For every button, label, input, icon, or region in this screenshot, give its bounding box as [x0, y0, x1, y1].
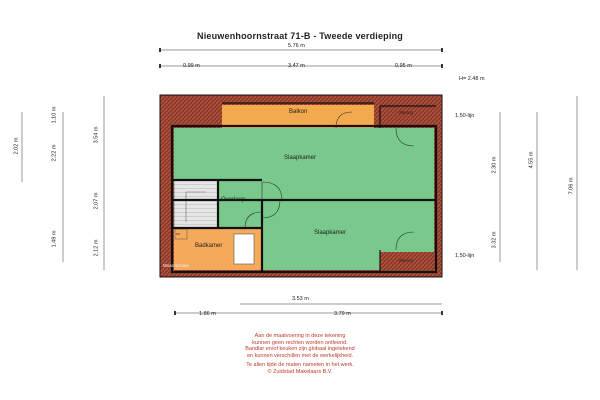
room-slaapkamer-bottom: Slaapkamer	[314, 230, 347, 236]
dim-left-b: 1.10 m	[51, 106, 58, 124]
dim-right-c: 7.06 m	[568, 177, 575, 195]
disclaimer-line-4: en kunnen verschillen met de werkelijkheid.	[246, 352, 354, 359]
room-cv: cv	[176, 231, 180, 236]
disclaimer-line-2: kunnen geen rechten worden ontleend.	[252, 339, 348, 346]
room-slaapkamer-top: Slaapkamer	[284, 155, 317, 161]
dim-left-a: 2.02 m	[13, 137, 20, 155]
dim-bottom-right: 3.79 m	[334, 311, 351, 317]
height-label: H= 2.48 m	[459, 76, 485, 82]
dim-bottom-left: 1.86 m	[199, 311, 216, 317]
dim-top-total: 5.76 m	[288, 43, 305, 49]
disclaimer-line-7: © Zuidstad Makelaars B.V.	[267, 368, 333, 375]
dim-bottom-inner: 3.53 m	[292, 296, 309, 302]
staircase	[174, 180, 218, 228]
room-wasmachine: Wasmachine	[163, 263, 189, 268]
dim-left-e: 2.07 m	[93, 192, 100, 210]
dim-top-left: 0.99 m	[183, 63, 200, 69]
dim-left-c: 2.22 m	[51, 144, 58, 162]
dim-left-g: 2.12 m	[93, 239, 100, 257]
dim-left-d: 3.54 m	[93, 126, 100, 144]
line-label-top: 1.50-lijn	[455, 113, 475, 119]
disclaimer-line-6: Te allen tijde de maten nameten in het werk.	[246, 362, 354, 368]
disclaimer-line-3: Bandlar en/of keuken zijn globaal ingetekend	[245, 346, 355, 353]
dim-right-a: 2.30 m	[491, 156, 498, 174]
bath-tub	[234, 234, 254, 264]
dim-top-right: 0.95 m	[395, 63, 412, 69]
dim-top-mid: 3.47 m	[288, 63, 305, 69]
room-badkamer: Badkamer	[195, 243, 223, 249]
room-balkon: Balkon	[289, 109, 308, 115]
disclaimer-line-1: Aan de maatvoering in deze tekening	[254, 333, 346, 339]
dim-left-f: 1.48 m	[51, 230, 58, 248]
room-vliering-top: Vliering	[398, 110, 414, 115]
room-overloop: Overloop	[221, 197, 246, 203]
dim-right-b: 4.55 m	[528, 151, 535, 169]
line-label-bottom: 1.50-lijn	[455, 253, 475, 259]
dim-right-d: 3.32 m	[491, 231, 498, 249]
page-title: Nieuwenhoornstraat 71-B - Tweede verdieping	[197, 31, 403, 41]
room-vliering-bottom: Vliering	[398, 258, 414, 263]
